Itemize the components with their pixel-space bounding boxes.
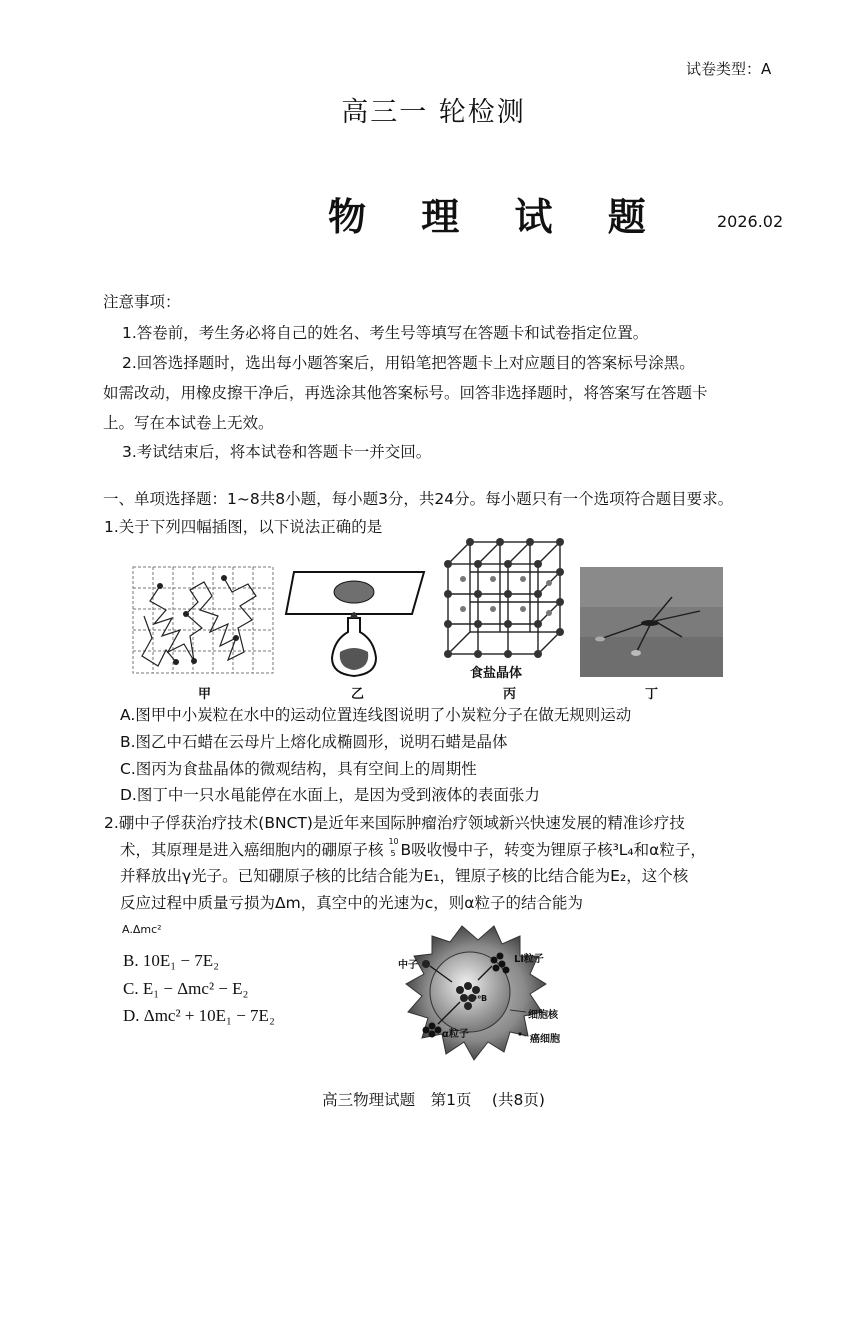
boron-nuclide-symbol bbox=[388, 837, 400, 860]
notice-heading: 注意事项： bbox=[103, 293, 181, 311]
section-1-heading: 一、单项选择题：1~8共8小题，每小题3分，共24分。每小题只有一个选项符合题目要求。 bbox=[103, 490, 734, 508]
boron-label: ¹⁰B bbox=[474, 994, 488, 1003]
notice-item-2-line-2: 如需改动，用橡皮擦干净后，再选涂其他答案标号。回答非选择题时，将答案写在答题卡 bbox=[103, 384, 708, 402]
alpha-particle-label: α粒子 bbox=[442, 1029, 469, 1040]
exam-date: 2026.02 bbox=[717, 212, 784, 231]
q1-option-c: C.图丙为食盐晶体的微观结构，具有空间上的周期性 bbox=[120, 760, 477, 778]
q2-option-a: A.Δmc² bbox=[122, 923, 162, 936]
water-strider-photo bbox=[580, 567, 723, 677]
header-title: 高三一 轮检测 bbox=[341, 97, 526, 128]
main-title: 物 理 试 题 bbox=[328, 195, 667, 239]
q1-option-b: B.图乙中石蜡在云母片上熔化成椭圆形，说明石蜡是晶体 bbox=[120, 733, 508, 751]
salt-crystal-figure bbox=[440, 536, 572, 662]
notice-item-3: 3.考试结束后，将本试卷和答题卡一并交回。 bbox=[122, 443, 432, 461]
nucleus-label: 细胞核 bbox=[528, 1010, 558, 1021]
figure-label-yi: 乙 bbox=[351, 687, 365, 702]
crystal-label: 食盐晶体 bbox=[470, 666, 523, 681]
q2-line-4: 反应过程中质量亏损为Δm，真空中的光速为c，则α粒子的结合能为 bbox=[120, 894, 583, 912]
cancer-cell-label: 癌细胞 bbox=[530, 1034, 560, 1045]
q1-option-d: D.图丁中一只水黾能停在水面上，是因为受到液体的表面张力 bbox=[120, 786, 540, 804]
boron-mass-number: 10 bbox=[388, 837, 399, 846]
boron-atomic-number: 5 bbox=[390, 849, 396, 858]
notice-item-2-line-1: 2.回答选择题时，选出每小题答案后，用铅笔把答题卡上对应题目的答案标号涂黑。 bbox=[122, 354, 695, 372]
q2-line-2-part-b: B吸收慢中子，转变为锂原子核³L₄和α粒子， bbox=[400, 841, 706, 859]
q2-option-b: B. 10E₁ − 7E₂ bbox=[123, 951, 220, 970]
q2-option-c: C. E₁ − Δmc² − E₂ bbox=[123, 979, 249, 998]
notice-item-1: 1.答卷前，考生务必将自己的姓名、考生号等填写在答题卡和试卷指定位置。 bbox=[122, 324, 649, 342]
figure-label-jia: 甲 bbox=[198, 687, 212, 702]
figure-label-bing: 丙 bbox=[503, 687, 517, 702]
q1-option-a: A.图甲中小炭粒在水中的运动位置连线图说明了小炭粒分子在做无规则运动 bbox=[120, 706, 632, 724]
q2-line-1: 2.硼中子俘获治疗技术(BNCT)是近年来国际肿瘤治疗领域新兴快速发展的精准诊疗技 bbox=[104, 814, 685, 832]
page-footer: 高三物理试题 第1页 (共8页) bbox=[322, 1091, 545, 1109]
neutron-label: 中子 bbox=[398, 960, 418, 971]
brownian-motion-figure bbox=[132, 566, 275, 676]
li-particle-label: Li粒子 bbox=[514, 954, 544, 965]
wax-melting-figure bbox=[284, 566, 434, 682]
q2-line-2-part-a: 术，其原理是进入癌细胞内的硼原子核 bbox=[120, 841, 389, 859]
q2-option-d: D. Δmc² + 10E₁ − 7E₂ bbox=[123, 1006, 275, 1025]
q2-line-3: 并释放出γ光子。已知硼原子核的比结合能为E₁，锂原子核的比结合能为E₂，这个核 bbox=[120, 867, 689, 885]
notice-item-2-line-3: 上。写在本试卷上无效。 bbox=[103, 414, 274, 432]
q1-stem: 1.关于下列四幅插图，以下说法正确的是 bbox=[104, 518, 383, 536]
figure-label-ding: 丁 bbox=[645, 687, 659, 702]
paper-type: 试卷类型：A bbox=[686, 60, 772, 78]
q2-line-2 bbox=[120, 837, 706, 860]
